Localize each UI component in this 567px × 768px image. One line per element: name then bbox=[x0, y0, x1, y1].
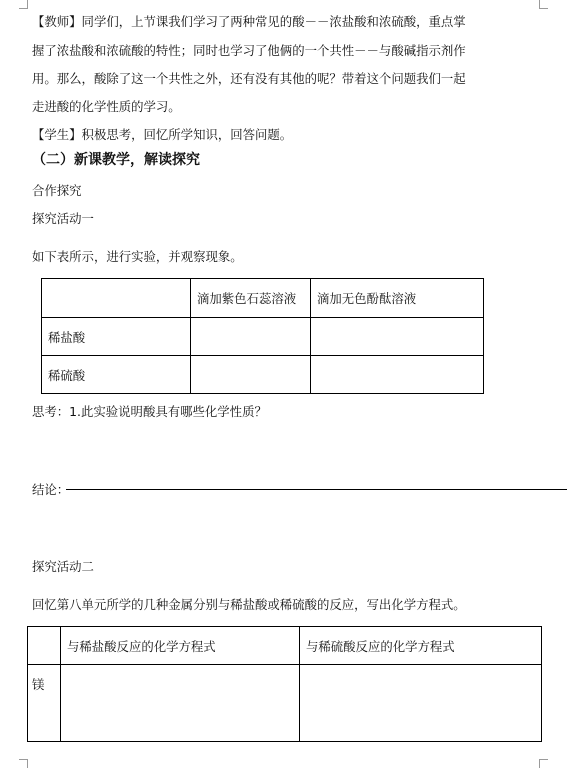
activity1-question: 思考：1.此实验说明酸具有哪些化学性质？ bbox=[32, 404, 267, 419]
table-cell[interactable] bbox=[191, 318, 311, 356]
crop-mark-bottom-right bbox=[539, 759, 548, 768]
table-row bbox=[42, 356, 484, 394]
crop-mark-top-left bbox=[19, 0, 28, 9]
table-header-cell bbox=[42, 279, 191, 318]
crop-mark-bottom-left bbox=[19, 759, 28, 768]
table-cell: 稀硫酸 bbox=[42, 356, 191, 394]
table-cell: 镁 bbox=[28, 665, 61, 742]
activity1-table bbox=[41, 278, 484, 394]
intro-line-1: 【教师】同学们，上节课我们学习了两种常见的酸－－浓盐酸和浓硫酸，重点掌 bbox=[32, 14, 466, 29]
crop-mark-top-right bbox=[539, 0, 548, 9]
intro-line-3: 用。那么，酸除了这一个共性之外，还有没有其他的呢？带着这个问题我们一起 bbox=[32, 71, 466, 86]
table-row bbox=[42, 318, 484, 356]
table-header-cell: 与稀盐酸反应的化学方程式 bbox=[61, 627, 300, 665]
table-cell[interactable] bbox=[311, 356, 484, 394]
table-header-row bbox=[28, 627, 542, 665]
student-response: 【学生】积极思考，回忆所学知识，回答问题。 bbox=[32, 127, 293, 142]
intro-line-2: 握了浓盐酸和浓硫酸的特性；同时也学习了他俩的一个共性－－与酸碱指示剂作 bbox=[32, 43, 466, 58]
table-cell[interactable] bbox=[191, 356, 311, 394]
table-cell: 稀盐酸 bbox=[42, 318, 191, 356]
activity1-title: 探究活动一 bbox=[32, 211, 94, 226]
table-header-cell bbox=[28, 627, 61, 665]
activity2-title: 探究活动二 bbox=[32, 559, 94, 574]
table-header-cell: 与稀硫酸反应的化学方程式 bbox=[300, 627, 542, 665]
table-header-row bbox=[42, 279, 484, 318]
conclusion-label: 结论： bbox=[32, 482, 70, 497]
conclusion-answer-line[interactable] bbox=[66, 489, 567, 490]
table-header-cell: 滴加紫色石蕊溶液 bbox=[191, 279, 311, 318]
activity2-instruction: 回忆第八单元所学的几种金属分别与稀盐酸或稀硫酸的反应，写出化学方程式。 bbox=[32, 597, 466, 612]
activity1-instruction: 如下表所示，进行实验，并观察现象。 bbox=[32, 249, 243, 264]
table-cell[interactable] bbox=[300, 665, 542, 742]
cooperative-label: 合作探究 bbox=[32, 183, 82, 198]
table-cell[interactable] bbox=[311, 318, 484, 356]
activity2-table bbox=[27, 626, 542, 742]
intro-line-4: 走进酸的化学性质的学习。 bbox=[32, 99, 181, 114]
table-header-cell: 滴加无色酚酞溶液 bbox=[311, 279, 484, 318]
table-row bbox=[28, 665, 542, 742]
table-cell[interactable] bbox=[61, 665, 300, 742]
section-heading: （二）新课教学，解读探究 bbox=[32, 152, 200, 168]
